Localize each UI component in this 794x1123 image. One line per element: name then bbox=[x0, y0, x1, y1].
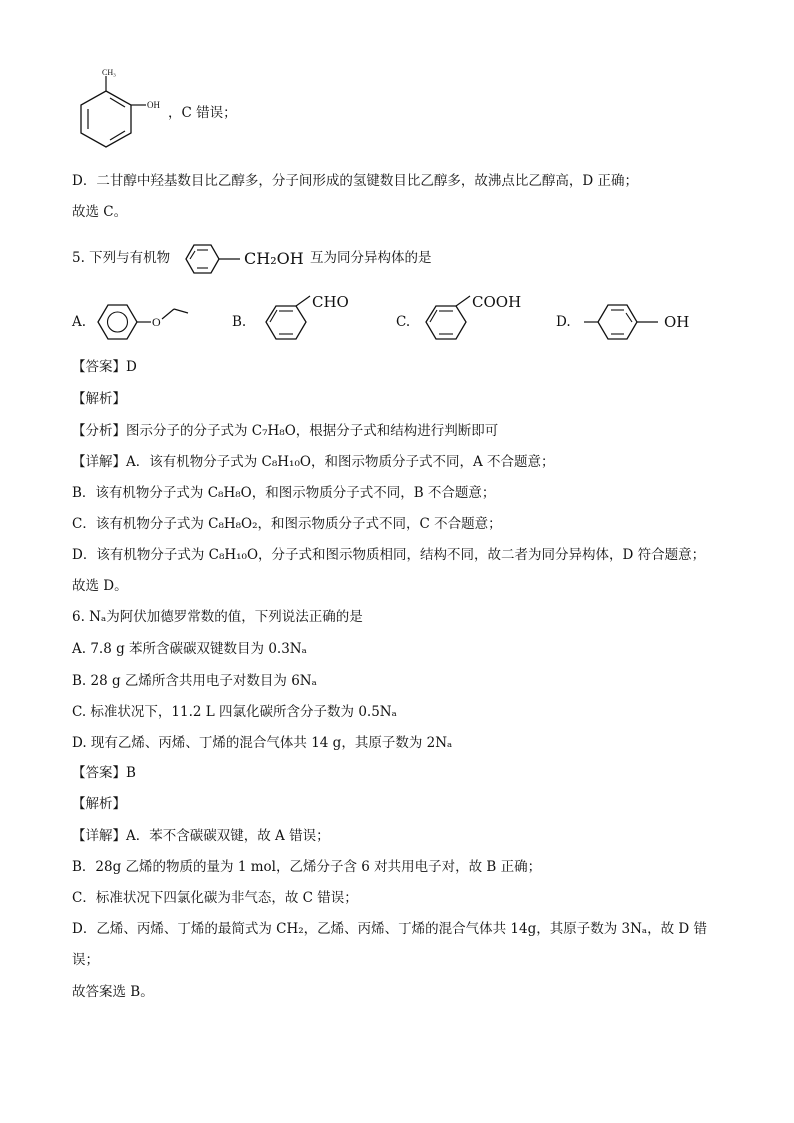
q6-detail-d: D．乙烯、丙烯、丁烯的最简式为 CH₂，乙烯、丙烯、丁烯的混合气体共 14g，其原子数为 3Nₐ，故 D 错 bbox=[72, 921, 708, 937]
q6-option-a: A. 7.8 g 苯所含碳碳双键数目为 0.3Nₐ bbox=[72, 641, 307, 657]
q5-option-d-label: D. bbox=[556, 314, 571, 330]
q5-option-c-group: COOH bbox=[472, 293, 522, 311]
q6-stem: 6. Nₐ为阿伏加德罗常数的值，下列说法正确的是 bbox=[72, 609, 363, 625]
q6-detail-d-cont: 误； bbox=[72, 952, 99, 968]
q6-conclusion: 故答案选 B。 bbox=[72, 984, 154, 1000]
q5-detail-a: 【详解】A．该有机物分子式为 C₈H₁₀O，和图示物质分子式不同，A 不合题意； bbox=[72, 454, 555, 470]
q5-stem-suffix: 互为同分异构体的是 bbox=[310, 250, 432, 266]
option-c-comment: ，C 错误； bbox=[168, 105, 237, 121]
o-cresol-structure bbox=[72, 64, 162, 164]
svg-text:O: O bbox=[152, 315, 161, 329]
option-a-structure bbox=[94, 296, 194, 346]
q5-detail-b: B．该有机物分子式为 C₈H₈O，和图示物质分子式不同，B 不合题意； bbox=[72, 485, 496, 501]
q5-analysis-header: 【解析】 bbox=[72, 391, 126, 407]
prev-option-d: D．二甘醇中羟基数目比乙醇多，分子间形成的氢键数目比乙醇多，故沸点比乙醇高，D 正确； bbox=[72, 173, 638, 189]
q5-detail-c: C．该有机物分子式为 C₈H₈O₂，和图示物质分子式不同，C 不合题意； bbox=[72, 516, 502, 532]
q6-option-d: D. 现有乙烯、丙烯、丁烯的混合气体共 14 g，其原子数为 2Nₐ bbox=[72, 735, 453, 751]
prev-conclusion: 故选 C。 bbox=[72, 204, 128, 220]
ch3-label: CH₃ bbox=[102, 68, 116, 77]
q5-option-b-label: B. bbox=[232, 314, 247, 330]
q5-option-a-label: A. bbox=[72, 314, 87, 330]
q6-detail-a: 【详解】A．苯不含碳碳双键，故 A 错误； bbox=[72, 828, 330, 844]
q6-answer: 【答案】B bbox=[72, 765, 136, 781]
q5-stem-prefix: 5. 下列与有机物 bbox=[72, 250, 171, 266]
q5-analysis: 【分析】图示分子的分子式为 C₇H₈O，根据分子式和结构进行判断即可 bbox=[72, 423, 499, 439]
oh-label: OH bbox=[147, 100, 160, 110]
q6-detail-b: B．28g 乙烯的物质的量为 1 mol，乙烯分子含 6 对共用电子对，故 B 正确； bbox=[72, 859, 542, 875]
option-d-structure bbox=[580, 296, 664, 346]
q6-option-b: B. 28 g 乙烯所含共用电子对数目为 6Nₐ bbox=[72, 673, 317, 689]
q5-option-b-group: CHO bbox=[312, 293, 349, 311]
q5-option-d-group: OH bbox=[664, 313, 690, 331]
q5-conclusion: 故选 D。 bbox=[72, 578, 128, 594]
q6-detail-c: C．标准状况下四氯化碳为非气态，故 C 错误； bbox=[72, 890, 358, 906]
q5-option-c-label: C. bbox=[396, 314, 411, 330]
q5-detail-d: D．该有机物分子式为 C₈H₁₀O，分子式和图示物质相同，结构不同，故二者为同分异构体，D 符合题意； bbox=[72, 547, 706, 563]
q6-analysis-header: 【解析】 bbox=[72, 796, 126, 812]
q5-stem-group: CH₂OH bbox=[244, 249, 304, 268]
q5-answer: 【答案】D bbox=[72, 359, 137, 375]
q6-option-c: C. 标准状况下，11.2 L 四氯化碳所含分子数为 0.5Nₐ bbox=[72, 704, 397, 720]
